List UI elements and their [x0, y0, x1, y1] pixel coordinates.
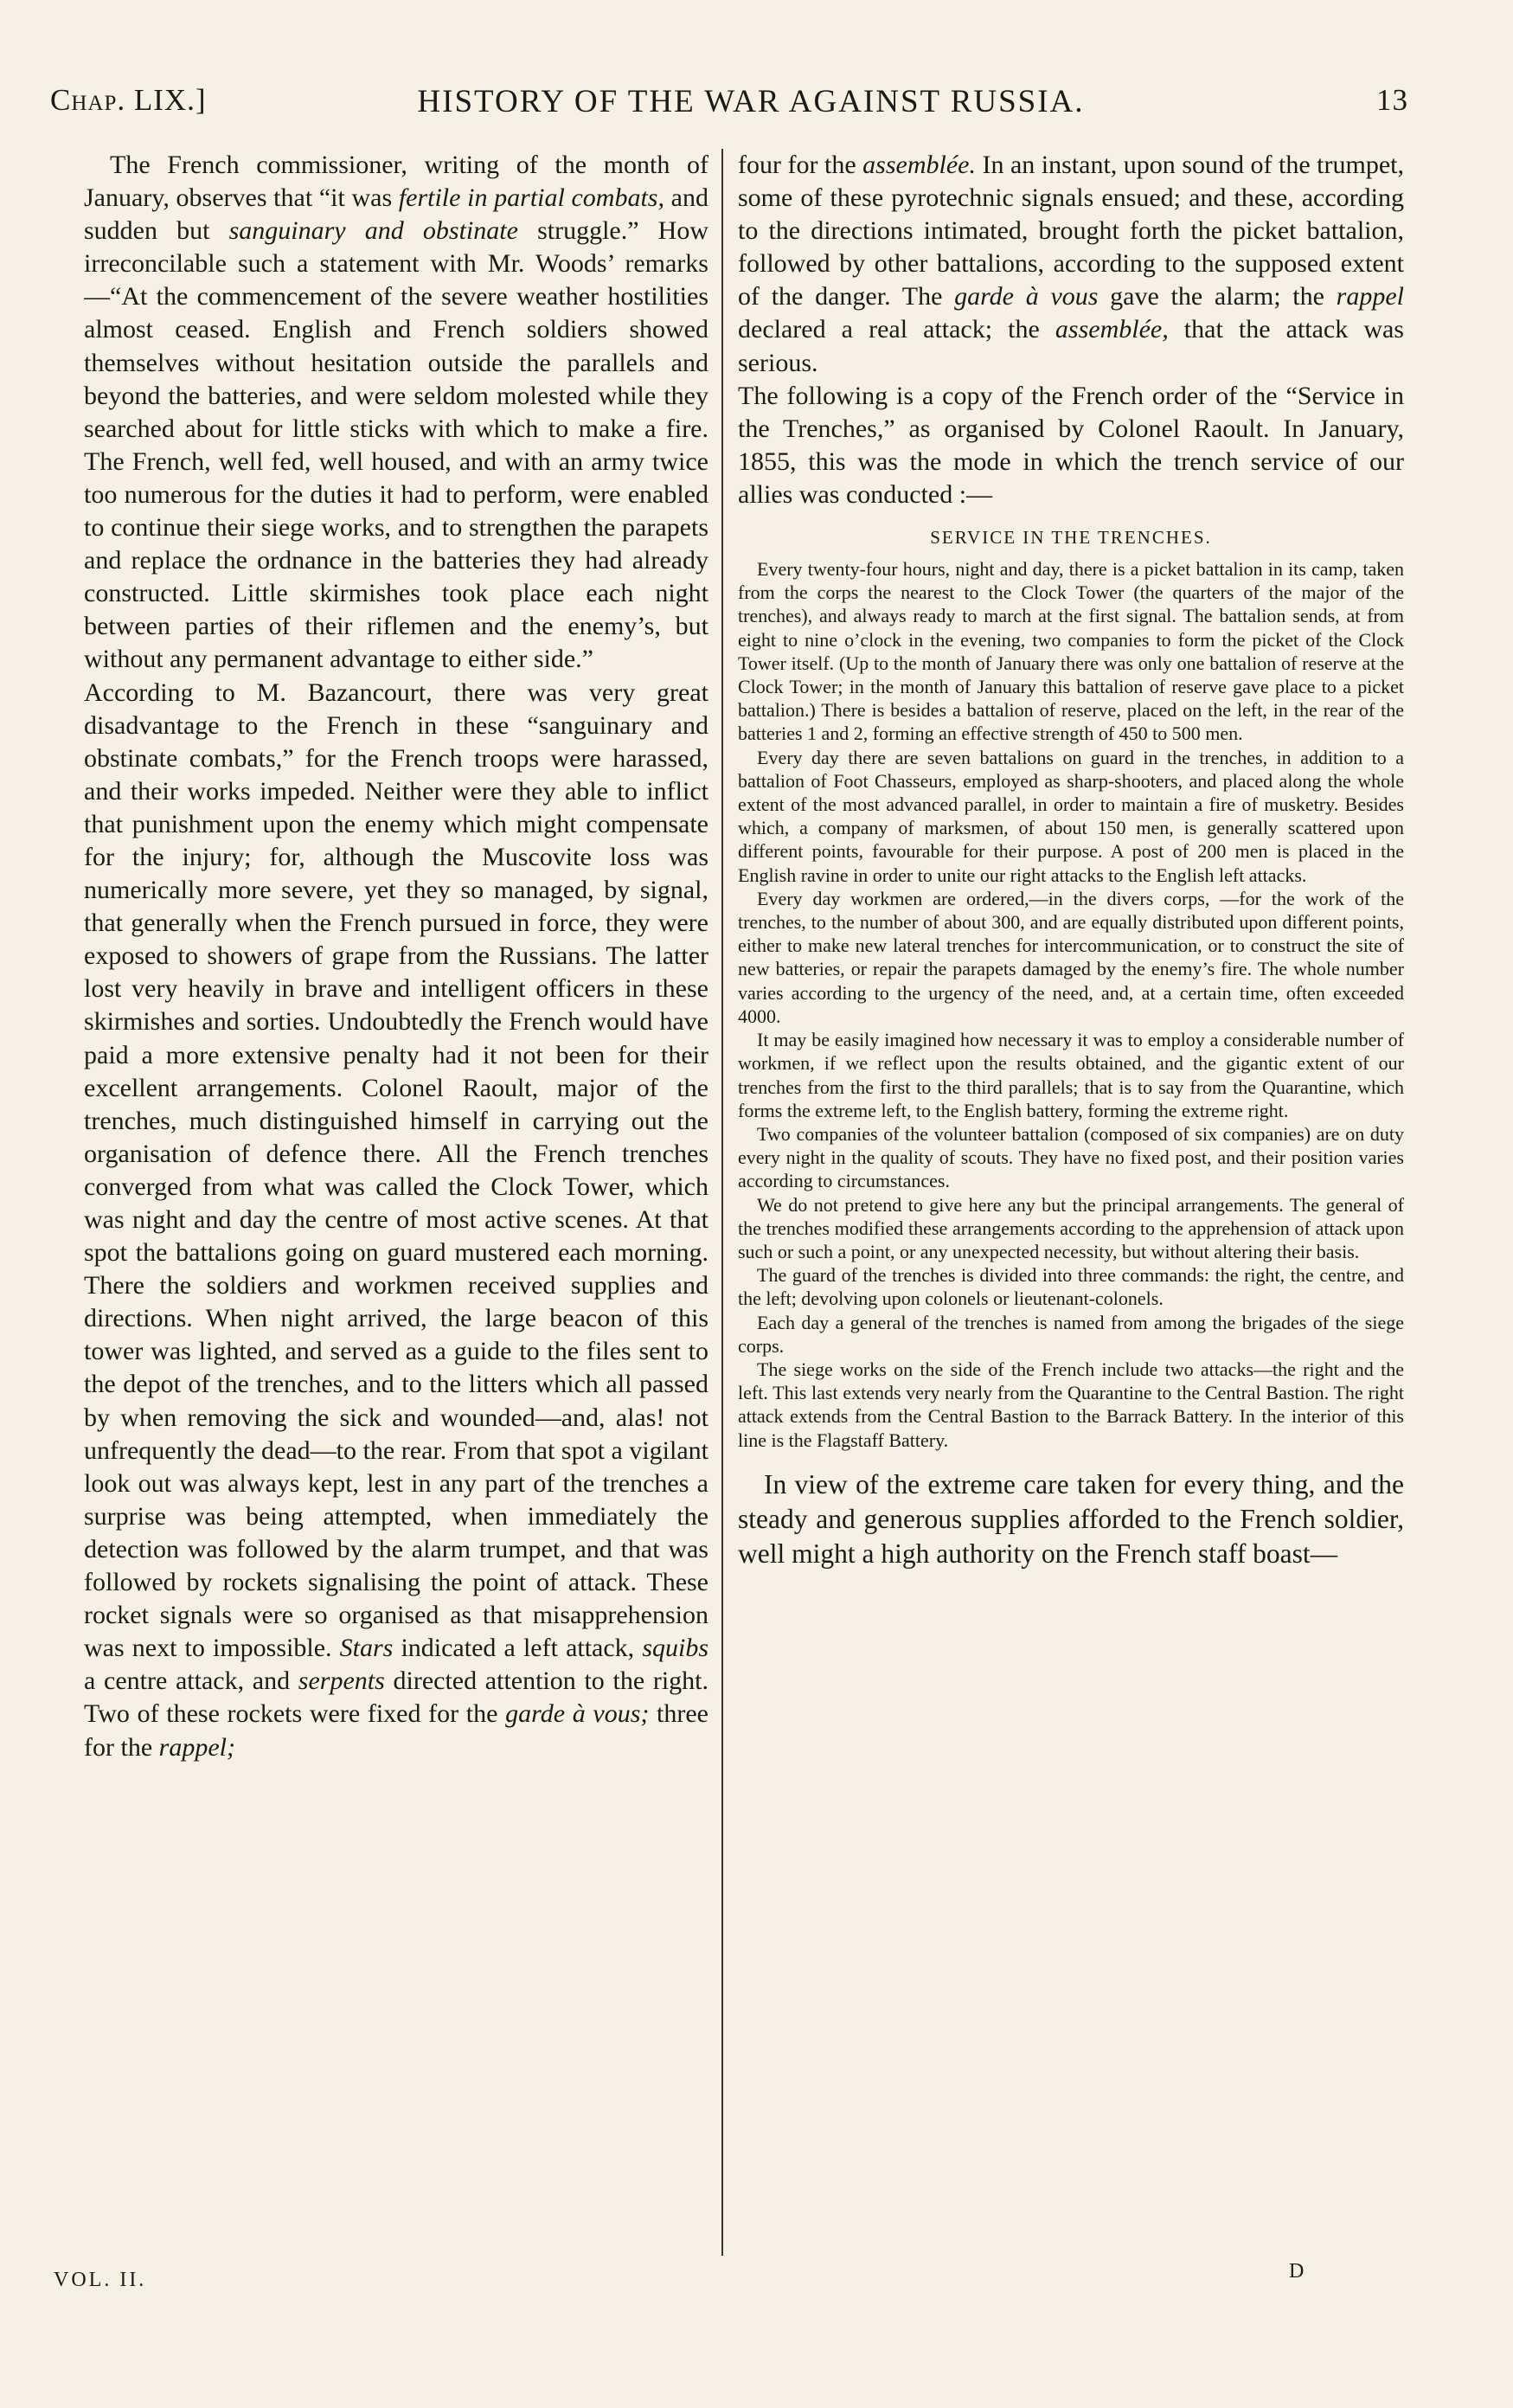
text-run: a centre attack, and: [84, 1666, 298, 1696]
text-run: and sudden but: [84, 183, 708, 246]
text-run: In an instant, upon sound of the trumpet, some of these pyrotechnic signals ensued; and these, according to the directions intimated, brought forth the picket battalion, followed by other battalions, according to the supposed extent of the danger. The: [738, 151, 1404, 311]
right-paragraph-1: [738, 149, 1404, 380]
order-paragraph: Every day there are seven battalions on guard in the trenches, in addition to a battalion of Foot Chasseurs, employed as sharp-shooters, and placed along the whole extent of the most advanced parallel, in order to maintain a fire of musketry. Besides which, a company of marksmen, of about 150 men, is generally scattered upon different points, favourable for their purpose. A post of 200 men is placed in the English ravine in order to unite our right attacks to the English left attacks.: [738, 746, 1404, 886]
running-title: HISTORY OF THE WAR AGAINST RUSSIA.: [417, 84, 1085, 119]
text-run: According to M. Bazancourt, there was very great disadvantage to the French in these “sanguinary and obstinate combats,” for the French troops were harassed, and their works impeded. Neither were they able to inflict that punishment upon the enemy which might compensate for the injury; for, although the Muscovite loss was numerically more severe, yet they so managed, by signal, that generally when the French pursued in force, they were exposed to showers of grape from the Russians. The latter lost very heavily in brave and intelligent officers in these skirmishes and sorties. Undoubtedly the French would have paid a more extensive penalty had it not been for their excellent arrangements. Colonel Raoult, major of the trenches, much distinguished himself in carrying out the organisation of defence there. All the French trenches converged from what was called the Clock Tower, which was night and day the centre of most active scenes. At that spot the battalions going on guard mustered each morning. There the soldiers and workmen received supplies and directions. When night arrived, the large beacon of this tower was lighted, and served as a guide to the files sent to the depot of the trenches, and to the litters which all passed by when removing the sick and wounded—and, alas! not unfrequently the dead—to the rear. From that spot a vigilant look out was always kept, lest in any part of the trenches a surprise was being attempted, when immediately the detection was followed by the alarm trumpet, and that was followed by rockets signalising the point of attack. These rocket signals were so organised as that misapprehension was next to impossible.: [84, 677, 708, 1663]
order-paragraph: The siege works on the side of the French include two attacks—the right and the left. This last extends very nearly from the Quarantine to the Central Bastion. The right attack extends from the Central Bastion to the Barrack Battery. In the interior of this line is the Flagstaff Battery.: [738, 1358, 1404, 1451]
left-paragraph-1: [84, 149, 708, 677]
italic-text: sanguinary and obstinate: [228, 216, 518, 246]
running-header: [50, 83, 1408, 126]
italic-text: Stars: [339, 1634, 394, 1663]
text-run: four for the: [738, 151, 863, 179]
text-run: directed attention to the right. Two of these rockets were fixed for the: [84, 1666, 708, 1729]
italic-text: garde à vous: [954, 282, 1099, 311]
signature-mark: D: [1289, 2260, 1305, 2283]
italic-text: assemblée,: [1055, 315, 1169, 344]
chapter-label: Chap. LIX.]: [50, 83, 207, 117]
text-run: struggle.” How irreconcilable such a statement with Mr. Woods’ remarks—“At the commencement of the severe weather hostilities almost ceased. English and French soldiers showed themselves without hesitation outside the parallels and beyond the batteries, and were seldom molested while they searched about for little sticks with which to make a fire. The French, well fed, well housed, and with an army twice too numerous for the duties it had to perform, were enabled to continue their siege works, and to strengthen the parapets and replace the ordnance in the batteries they had already constructed. Little skirmishes took place each night between parties of their riflemen and the enemy’s, but without any permanent advantage to either side.”: [84, 216, 708, 674]
italic-text: rappel;: [158, 1732, 235, 1762]
italic-text: garde à vous;: [505, 1699, 650, 1729]
order-paragraph: The guard of the trenches is divided into three commands: the right, the centre, and the left; devolving upon colonels or lieutenant-colonels.: [738, 1264, 1404, 1310]
text-run: The French commissioner, writing of the month of January, observes that “it was: [84, 151, 708, 213]
italic-text: rappel: [1336, 282, 1404, 311]
section-subheading: SERVICE IN THE TRENCHES.: [930, 527, 1212, 549]
italic-text: serpents: [298, 1666, 385, 1696]
quoted-order: [738, 557, 1404, 1452]
volume-label: VOL. II.: [54, 2269, 147, 2291]
right-paragraph-3: In view of the extreme care taken for every thing, and the steady and generous supplies afforded to the French soldier, well might a high authority on the French staff boast—: [738, 1468, 1404, 1569]
left-paragraph-2: [84, 677, 708, 1764]
text-run: declared a real attack; the: [738, 315, 1055, 344]
order-paragraph: Each day a general of the trenches is named from among the brigades of the siege corps.: [738, 1311, 1404, 1357]
italic-text: assemblée.: [862, 151, 976, 179]
order-paragraph: It may be easily imagined how necessary it was to employ a considerable number of workmen, if we reflect upon the results obtained, and the gigantic extent of our trenches from the first to the third parallels; that is to say from the Quarantine, which forms the extreme left, to the English battery, forming the extreme right.: [738, 1029, 1404, 1121]
order-paragraph: Two companies of the volunteer battalion (composed of six companies) are on duty every night in the quality of scouts. They have no fixed post, and their position varies according to circumstances.: [738, 1122, 1404, 1192]
italic-text: squibs: [642, 1634, 708, 1663]
column-divider: [721, 149, 723, 2256]
italic-text: fertile in partial combats,: [398, 183, 664, 213]
right-paragraph-2: The following is a copy of the French order of the “Service in the Trenches,” as organised by Colonel Raoult. In January, 1855, this was the mode in which the trench service of our allies was conducted :—: [738, 381, 1404, 509]
order-paragraph: We do not pretend to give here any but the principal arrangements. The general of the trenches modified these arrangements according to the apprehension of attack upon such or such a point, or any unexpected necessity, but without altering their basis.: [738, 1193, 1404, 1262]
text-run: gave the alarm; the: [1098, 282, 1337, 311]
left-column: [84, 149, 708, 2243]
order-paragraph: Every twenty-four hours, night and day, there is a picket battalion in its camp, taken from the corps the nearest to the Clock Tower (the quarters of the major of the trenches), and always ready to march at the first signal. The battalion sends, at from eight to nine o’clock in the evening, two companies to form the picket of the Clock Tower itself. (Up to the month of January there was only one battalion of reserve at the Clock Tower; in the month of January this battalion of reserve gave place to a picket battalion.) There is besides a battalion of reserve, placed on the left, in the rear of the batteries 1 and 2, forming an effective strength of 450 to 500 men.: [738, 558, 1404, 745]
page-number: 13: [1376, 83, 1408, 117]
text-run: that the attack was serious.: [738, 315, 1404, 377]
order-paragraph: Every day workmen are ordered,—in the divers corps, —for the work of the trenches, to the number of about 300, and are equally distributed upon different points, either to make new lateral trenches for intercommunication, or to construct the site of new batteries, or repair the parapets damaged by the enemy’s fire. The whole number varies according to the urgency of the need, and, at a certain time, often exceeded 4000.: [738, 887, 1404, 1027]
right-column: [738, 149, 1404, 2165]
text-run: indicated a left attack,: [393, 1634, 643, 1663]
text-run: three for the: [84, 1699, 708, 1762]
